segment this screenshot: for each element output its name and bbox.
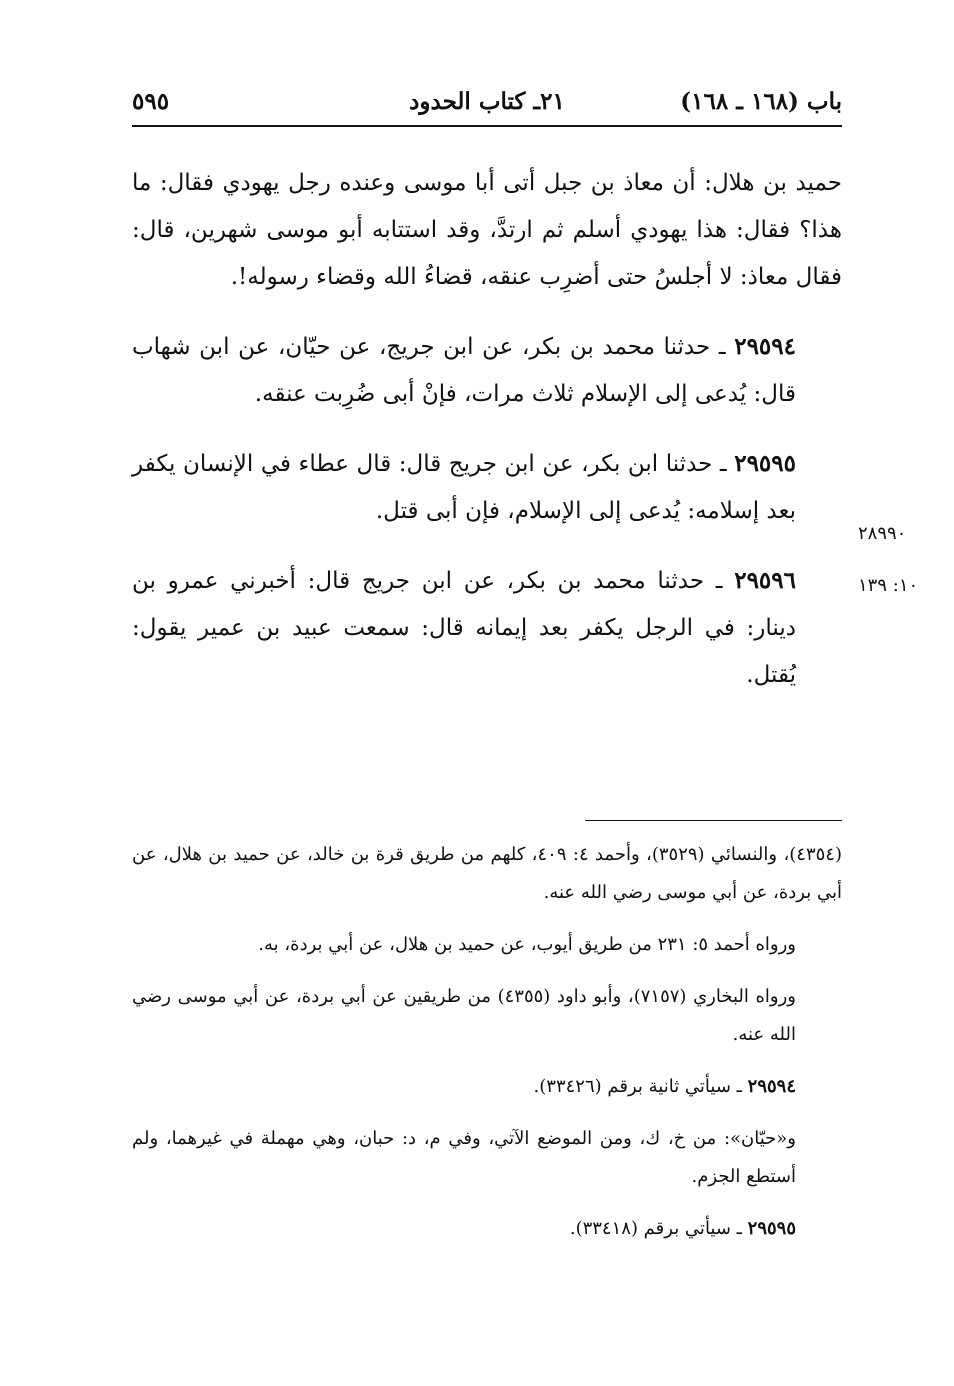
- paragraph-1: حميد بن هلال: أن معاذ بن جبل أتى أبا موسى وعنده رجل يهودي فقال: ما هذا؟ فقال: هذا يهودي أسلم ثم ارتدَّ، وقد استتابه أبو موسى شهرين، قال: فقال معاذ: لا أجلسُ حتى أضرِب عنقه، قضاءُ الله وقضاء رسوله!.: [132, 170, 842, 290]
- hadith-29596: [132, 557, 842, 699]
- footnote-5: و«حيّان»: من خ، ك، ومن الموضع الآتي، وفي م، د: حبان، وهي مهملة في غيرهما، ولم أستطع الجزم.: [132, 1128, 796, 1187]
- footnote-number: ٢٩٥٩٥: [747, 1218, 796, 1239]
- footnote-3: ورواه البخاري (٧١٥٧)، وأبو داود (٤٣٥٥) من طريقين عن أبي بردة، عن أبي موسى رضي الله عنه.: [132, 986, 797, 1045]
- footnote-2: ورواه أحمد ٥: ٢٣١ من طريق أيوب، عن حميد بن هلال، عن أبي بردة، به.: [258, 934, 796, 955]
- margin-ref-2: ١٠: ١٣٩: [858, 575, 919, 596]
- hadith-number: ٢٩٥٩٦: [734, 567, 796, 594]
- footnotes: [132, 836, 842, 1248]
- book-title: ٢١ـ كتاب الحدود: [409, 88, 565, 115]
- hadith-29594: [132, 323, 842, 418]
- footnote-6: [132, 1210, 842, 1248]
- header-rule: [132, 125, 842, 127]
- footnote-1: (٤٣٥٤)، والنسائي (٣٥٢٩)، وأحمد ٤: ٤٠٩، كلهم من طريق قرة بن خالد، عن حميد بن هلال، عن أبي بردة، عن أبي موسى رضي الله عنه.: [132, 844, 842, 903]
- footnote-4: [132, 1068, 842, 1106]
- page-number: ٥٩٥: [132, 88, 170, 115]
- hadith-text: ـ حدثنا محمد بن بكر، عن ابن جريج قال: أخبرني عمرو بن دينار: في الرجل يكفر بعد إيمانه قال: سمعت عبيد بن عمير يقول: يُقتل.: [132, 568, 796, 688]
- hadith-number: ٢٩٥٩٥: [734, 450, 796, 477]
- main-text: [132, 160, 842, 699]
- footnote-number: ٢٩٥٩٤: [747, 1076, 796, 1097]
- hadith-text: ـ حدثنا محمد بن بكر، عن ابن جريج، عن حيّان، عن ابن شهاب قال: يُدعى إلى الإسلام ثلاث مرات، فإنْ أبى ضُرِبت عنقه.: [132, 334, 796, 407]
- running-header: [132, 84, 842, 120]
- hadith-text: ـ حدثنا ابن بكر، عن ابن جريج قال: قال عطاء في الإنسان يكفر بعد إسلامه: يُدعى إلى الإسلام، فإن أبى قتل.: [132, 451, 796, 524]
- footnote-rule: [585, 820, 842, 821]
- footnote-text: ـ سيأتي برقم (٣٣٤١٨).: [569, 1218, 748, 1239]
- hadith-29595: [132, 440, 842, 535]
- margin-ref-1: ٢٨٩٩٠: [858, 523, 907, 544]
- chapter-range: باب (١٦٨ ـ ١٦٨): [680, 88, 842, 115]
- footnote-text: ـ سيأتي ثانية برقم (٣٣٤٢٦).: [533, 1076, 748, 1097]
- hadith-number: ٢٩٥٩٤: [734, 333, 796, 360]
